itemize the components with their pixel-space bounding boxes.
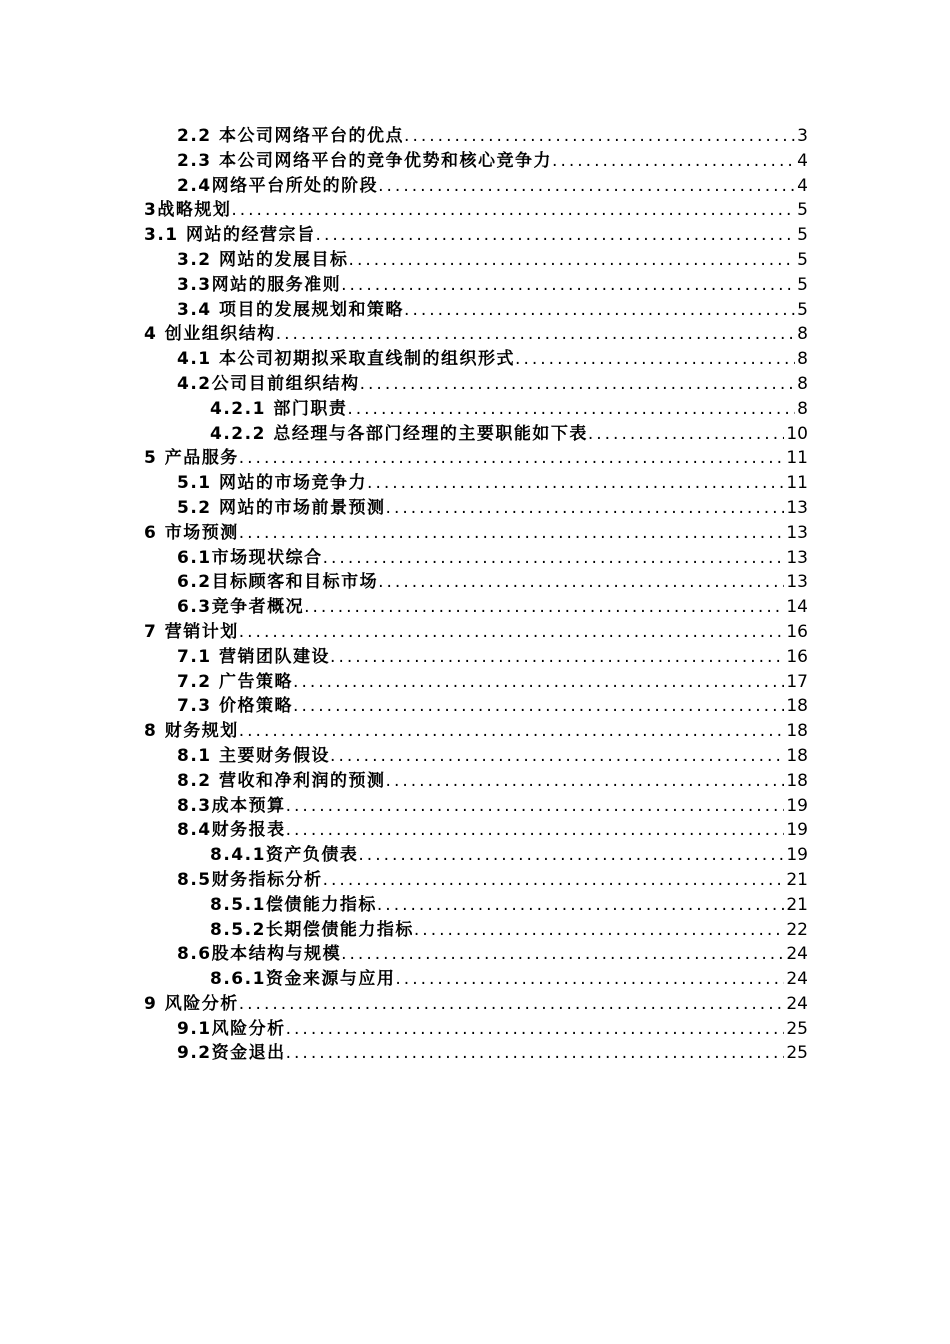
toc-page-number: 8 <box>797 398 808 419</box>
toc-page-number: 18 <box>786 696 808 717</box>
toc-dot-leader <box>404 124 795 149</box>
toc-entry-title: 2.3 本公司网络平台的竞争优势和核心竞争力 <box>177 150 553 171</box>
toc-entry[interactable] <box>144 769 808 794</box>
toc-page-number: 21 <box>786 894 808 915</box>
toc-entry[interactable] <box>144 496 808 521</box>
toc-dot-leader <box>239 719 785 744</box>
toc-page-number: 18 <box>786 770 808 791</box>
toc-dot-leader <box>395 967 784 992</box>
toc-dot-leader <box>286 1017 785 1042</box>
toc-dot-leader <box>276 322 795 347</box>
toc-entry[interactable] <box>144 570 808 595</box>
toc-entry-title: 4.2.2 总经理与各部门经理的主要职能如下表 <box>210 423 588 444</box>
toc-entry[interactable] <box>144 620 808 645</box>
toc-entry-title: 5 产品服务 <box>144 448 239 469</box>
toc-dot-leader <box>414 918 784 943</box>
toc-entry[interactable] <box>144 794 808 819</box>
toc-dot-leader <box>347 397 795 422</box>
toc-entry[interactable] <box>144 843 808 868</box>
toc-dot-leader <box>360 372 796 397</box>
toc-entry[interactable] <box>144 694 808 719</box>
toc-entry[interactable] <box>144 347 808 372</box>
toc-entry[interactable] <box>144 1017 808 1042</box>
toc-entry[interactable] <box>144 818 808 843</box>
toc-dot-leader <box>358 843 784 868</box>
toc-page-number: 10 <box>786 423 808 444</box>
toc-dot-leader <box>239 992 785 1017</box>
toc-page-number: 8 <box>797 324 808 345</box>
toc-entry[interactable] <box>144 446 808 471</box>
toc-entry[interactable] <box>144 967 808 992</box>
toc-entry-title: 6.3竞争者概况 <box>177 597 305 618</box>
toc-dot-leader <box>239 620 785 645</box>
toc-page-number: 18 <box>786 721 808 742</box>
toc-dot-leader <box>386 496 785 521</box>
toc-dot-leader <box>341 273 795 298</box>
toc-entry-title: 8.6股本结构与规模 <box>177 944 342 965</box>
toc-entry[interactable] <box>144 521 808 546</box>
toc-dot-leader <box>367 471 784 496</box>
toc-page-number: 24 <box>786 969 808 990</box>
toc-dot-leader <box>341 942 784 967</box>
toc-page-number: 5 <box>797 200 808 221</box>
toc-entry-title: 8.3成本预算 <box>177 795 286 816</box>
toc-entry-title: 7 营销计划 <box>144 621 239 642</box>
toc-page-number: 19 <box>786 820 808 841</box>
toc-dot-leader <box>386 769 785 794</box>
toc-dot-leader <box>323 546 785 571</box>
toc-entry[interactable] <box>144 1041 808 1066</box>
toc-page-number: 13 <box>786 547 808 568</box>
toc-entry[interactable] <box>144 868 808 893</box>
toc-entry-title: 8.5财务指标分析 <box>177 869 323 890</box>
toc-entry[interactable] <box>144 298 808 323</box>
toc-entry-title: 7.1 营销团队建设 <box>177 646 331 667</box>
toc-page-number: 22 <box>786 919 808 940</box>
toc-entry-title: 9.2资金退出 <box>177 1043 286 1064</box>
toc-entry[interactable] <box>144 174 808 199</box>
toc-entry[interactable] <box>144 918 808 943</box>
toc-entry-title: 6.1市场现状综合 <box>177 547 323 568</box>
toc-entry-title: 4.1 本公司初期拟采取直线制的组织形式 <box>177 349 516 370</box>
toc-dot-leader <box>231 198 795 223</box>
toc-entry-title: 3.4 项目的发展规划和策略 <box>177 299 405 320</box>
toc-entry-title: 8.4财务报表 <box>177 820 286 841</box>
toc-dot-leader <box>404 298 795 323</box>
toc-page-number: 13 <box>786 572 808 593</box>
toc-page-number: 11 <box>786 448 808 469</box>
toc-entry-title: 4 创业组织结构 <box>144 324 276 345</box>
toc-entry-title: 8.1 主要财务假设 <box>177 745 331 766</box>
toc-entry[interactable] <box>144 546 808 571</box>
toc-page-number: 16 <box>786 646 808 667</box>
toc-entry[interactable] <box>144 248 808 273</box>
toc-page-number: 24 <box>786 993 808 1014</box>
toc-page-number: 5 <box>797 225 808 246</box>
toc-page-number: 3 <box>797 126 808 146</box>
toc-page-number: 19 <box>786 795 808 816</box>
toc-dot-leader <box>515 347 795 372</box>
toc-entry[interactable] <box>144 595 808 620</box>
toc-dot-leader <box>323 868 785 893</box>
toc-entry[interactable] <box>144 645 808 670</box>
toc-page-number: 25 <box>786 1018 808 1039</box>
toc-entry-title: 9.1风险分析 <box>177 1018 286 1039</box>
toc-page-number: 5 <box>797 249 808 270</box>
toc-page-number: 13 <box>786 522 808 543</box>
toc-dot-leader <box>349 248 796 273</box>
toc-entry[interactable] <box>144 372 808 397</box>
toc-page-number: 18 <box>786 745 808 766</box>
toc-dot-leader <box>239 446 785 471</box>
toc-entry[interactable] <box>144 670 808 695</box>
toc-dot-leader <box>286 794 785 819</box>
toc-entry[interactable] <box>144 422 808 447</box>
toc-entry-title: 8.5.2长期偿债能力指标 <box>210 919 414 940</box>
toc-entry-title: 4.2.1 部门职责 <box>210 398 348 419</box>
toc-entry-title: 9 风险分析 <box>144 993 239 1014</box>
toc-dot-leader <box>330 645 784 670</box>
toc-entry[interactable] <box>144 719 808 744</box>
toc-entry-title: 7.3 价格策略 <box>177 696 294 717</box>
toc-entry[interactable] <box>144 942 808 967</box>
table-of-contents <box>144 124 808 1066</box>
toc-entry-title: 3.1 网站的经营宗旨 <box>144 225 316 246</box>
toc-dot-leader <box>588 422 785 447</box>
toc-entry-title: 4.2公司目前组织结构 <box>177 373 360 394</box>
toc-page-number: 25 <box>786 1043 808 1064</box>
toc-dot-leader <box>286 818 785 843</box>
toc-entry-title: 7.2 广告策略 <box>177 671 294 692</box>
toc-dot-leader <box>293 670 784 695</box>
toc-dot-leader <box>304 595 784 620</box>
toc-page-number: 8 <box>797 373 808 394</box>
toc-entry-title: 8.4.1资产负债表 <box>210 845 359 866</box>
toc-entry-title: 5.2 网站的市场前景预测 <box>177 497 386 518</box>
toc-dot-leader <box>378 174 795 199</box>
toc-page-number: 5 <box>797 274 808 295</box>
toc-entry[interactable] <box>144 322 808 347</box>
toc-entry[interactable] <box>144 744 808 769</box>
toc-page-number: 13 <box>786 497 808 518</box>
toc-entry-title: 6 市场预测 <box>144 522 239 543</box>
toc-page-number: 14 <box>786 597 808 618</box>
toc-entry-title: 5.1 网站的市场竞争力 <box>177 473 368 494</box>
toc-entry[interactable] <box>144 397 808 422</box>
toc-dot-leader <box>293 694 784 719</box>
toc-page-number: 11 <box>786 473 808 494</box>
toc-dot-leader <box>378 570 784 595</box>
toc-entry-title: 8 财务规划 <box>144 721 239 742</box>
toc-dot-leader <box>316 223 796 248</box>
toc-entry-title: 3战略规划 <box>144 200 232 221</box>
toc-page-number: 4 <box>797 150 808 171</box>
toc-page-number: 21 <box>786 869 808 890</box>
toc-entry-title: 2.4网络平台所处的阶段 <box>177 175 379 196</box>
toc-dot-leader <box>330 744 784 769</box>
toc-dot-leader <box>377 893 784 918</box>
toc-entry-title: 8.2 营收和净利润的预测 <box>177 770 386 791</box>
toc-dot-leader <box>239 521 785 546</box>
toc-entry[interactable] <box>144 471 808 496</box>
toc-entry[interactable] <box>144 124 808 149</box>
toc-entry-title: 3.3网站的服务准则 <box>177 274 342 295</box>
toc-entry-title: 8.6.1资金来源与应用 <box>210 969 396 990</box>
toc-page-number: 24 <box>786 944 808 965</box>
toc-entry-title: 8.5.1偿债能力指标 <box>210 894 377 915</box>
toc-entry-title: 3.2 网站的发展目标 <box>177 249 349 270</box>
toc-entry[interactable] <box>144 198 808 223</box>
toc-entry[interactable] <box>144 273 808 298</box>
toc-entry-title: 6.2目标顾客和目标市场 <box>177 572 379 593</box>
toc-entry[interactable] <box>144 893 808 918</box>
toc-entry[interactable] <box>144 149 808 174</box>
toc-entry-title: 2.2 本公司网络平台的优点 <box>177 126 405 146</box>
toc-entry[interactable] <box>144 223 808 248</box>
toc-page-number: 16 <box>786 621 808 642</box>
toc-page-number: 4 <box>797 175 808 196</box>
toc-page-number: 8 <box>797 349 808 370</box>
toc-page-number: 5 <box>797 299 808 320</box>
toc-dot-leader <box>286 1041 785 1066</box>
toc-page-number: 19 <box>786 845 808 866</box>
toc-dot-leader <box>552 149 795 174</box>
toc-page-number: 17 <box>786 671 808 692</box>
toc-entry[interactable] <box>144 992 808 1017</box>
